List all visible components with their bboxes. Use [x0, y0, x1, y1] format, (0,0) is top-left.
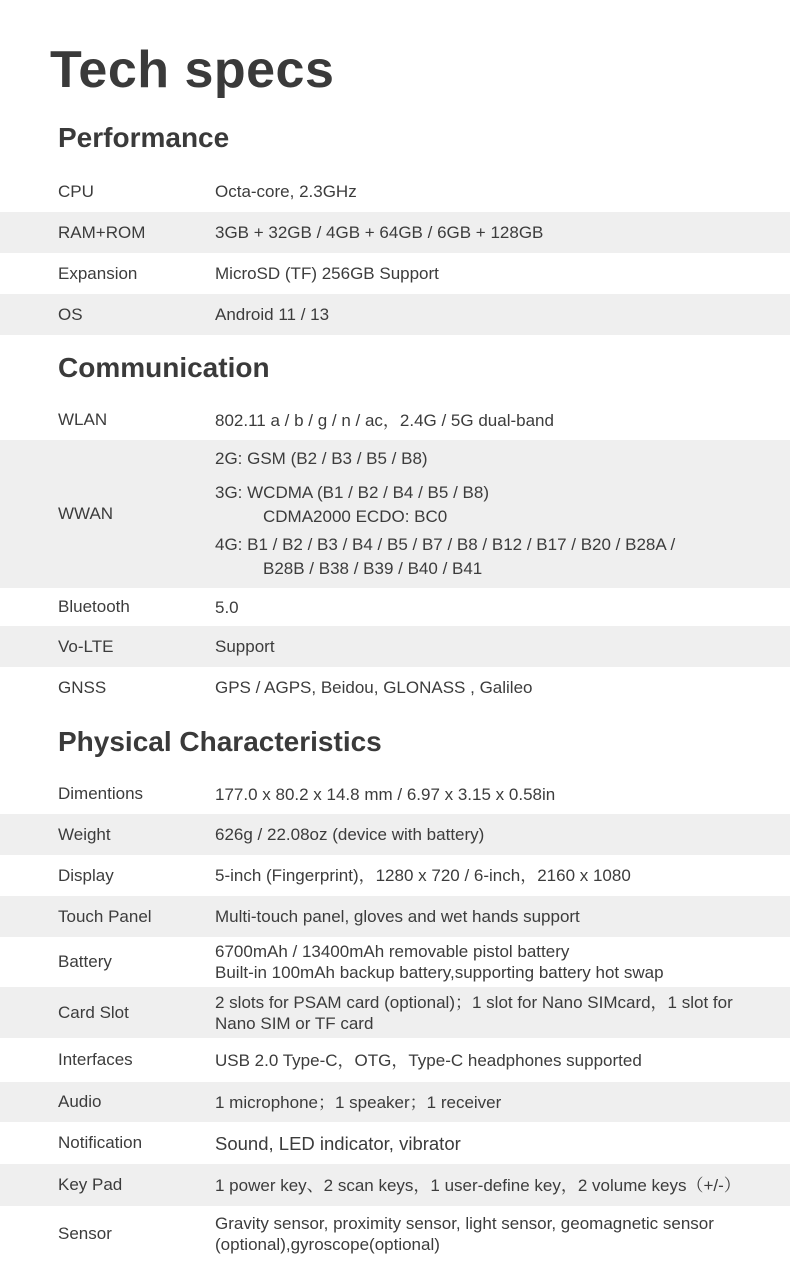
wwan-3g-line1: 3G: WCDMA (B1 / B2 / B4 / B5 / B8) [215, 483, 489, 502]
spec-value: 1 power key、2 scan keys，1 user-define key，2 volume keys（+/-） [215, 1175, 741, 1195]
spec-value: GPS / AGPS, Beidou, GLONASS , Galileo [215, 678, 533, 697]
spec-row-cpu [0, 171, 790, 212]
spec-label: Key Pad [58, 1175, 123, 1194]
spec-label: Bluetooth [58, 597, 130, 616]
spec-label: Card Slot [58, 1002, 129, 1022]
spec-row-bluetooth [0, 588, 790, 626]
spec-row-weight [0, 814, 790, 855]
spec-row-touch-panel [0, 896, 790, 937]
spec-value: 3GB + 32GB / 4GB + 64GB / 6GB + 128GB [215, 223, 544, 242]
spec-value: 626g / 22.08oz (device with battery) [215, 825, 485, 844]
wwan-4g-line1: 4G: B1 / B2 / B3 / B4 / B5 / B7 / B8 / B12 / B17 / B20 / B28A / [215, 535, 676, 554]
spec-row-volte [0, 626, 790, 667]
spec-label: OS [58, 304, 83, 324]
spec-row-sensor [0, 1206, 790, 1261]
battery-line1: 6700mAh / 13400mAh removable pistol battery [215, 942, 570, 961]
spec-value: 177.0 x 80.2 x 14.8 mm / 6.97 x 3.15 x 0.58in [215, 784, 556, 804]
spec-value: 5-inch (Fingerprint)，1280 x 720 / 6-inch，2160 x 1080 [215, 866, 631, 885]
wwan-2g: 2G: GSM (B2 / B3 / B5 / B8) [215, 449, 428, 468]
spec-label: Sensor [58, 1223, 112, 1243]
spec-label: Vo-LTE [58, 636, 114, 656]
spec-row-wwan [0, 440, 790, 588]
spec-value: Multi-touch panel, gloves and wet hands support [215, 907, 580, 926]
section-title-communication: Communication [58, 352, 270, 383]
spec-label: WWAN [58, 504, 114, 523]
spec-label: Touch Panel [58, 906, 152, 926]
spec-value: USB 2.0 Type-C，OTG，Type-C headphones supported [215, 1050, 642, 1070]
spec-row-display [0, 855, 790, 896]
spec-value: Sound, LED indicator, vibrator [215, 1132, 461, 1154]
wwan-4g-line2: B28B / B38 / B39 / B40 / B41 [263, 559, 483, 578]
spec-row-audio [0, 1082, 790, 1122]
spec-row-gnss [0, 667, 790, 708]
spec-value: MicroSD (TF) 256GB Support [215, 264, 439, 283]
spec-row-wlan [0, 400, 790, 440]
spec-value: Gravity sensor, proximity sensor, light sensor, geomagnetic sensor (optional),gyroscope(optional) [215, 1213, 714, 1254]
spec-row-expansion [0, 253, 790, 294]
spec-label: RAM+ROM [58, 222, 146, 242]
spec-value: 802.11 a / b / g / n / ac，2.4G / 5G dual-band [215, 410, 554, 430]
spec-label: Display [58, 865, 114, 885]
spec-label: Expansion [58, 263, 138, 283]
physical-table [0, 774, 790, 1261]
spec-row-dimensions [0, 774, 790, 814]
spec-value: Support [215, 637, 275, 656]
spec-row-key-pad [0, 1164, 790, 1206]
spec-value [215, 447, 775, 581]
spec-row-card-slot [0, 987, 790, 1038]
spec-label: Weight [58, 824, 111, 844]
spec-value: 2 slots for PSAM card (optional)；1 slot for Nano SIMcard，1 slot for Nano SIM or TF card [215, 992, 733, 1033]
spec-value: 5.0 [215, 597, 239, 617]
spec-row-battery [0, 937, 790, 987]
spec-label: Battery [58, 952, 112, 971]
performance-table [0, 171, 790, 335]
section-title-performance: Performance [58, 122, 230, 153]
spec-row-interfaces [0, 1038, 790, 1082]
spec-label: Notification [58, 1133, 143, 1152]
spec-label: Interfaces [58, 1050, 133, 1069]
spec-value: 1 microphone；1 speaker；1 receiver [215, 1092, 502, 1112]
spec-row-os [0, 294, 790, 335]
spec-label: CPU [58, 181, 94, 201]
spec-label: WLAN [58, 410, 108, 429]
spec-label: Audio [58, 1092, 102, 1111]
wwan-3g-line2: CDMA2000 ECDO: BC0 [263, 507, 448, 526]
battery-line2: Built-in 100mAh backup battery,supporting battery hot swap [215, 963, 664, 982]
communication-table [0, 400, 790, 708]
spec-row-notification [0, 1122, 790, 1164]
spec-value: Android 11 / 13 [215, 305, 330, 324]
spec-value: Octa-core, 2.3GHz [215, 182, 357, 201]
spec-value [215, 941, 775, 983]
spec-label: GNSS [58, 677, 107, 697]
spec-row-ram-rom [0, 212, 790, 253]
section-title-physical: Physical Characteristics [58, 726, 382, 757]
spec-label: Dimentions [58, 784, 144, 803]
page-title: Tech specs [50, 41, 335, 99]
